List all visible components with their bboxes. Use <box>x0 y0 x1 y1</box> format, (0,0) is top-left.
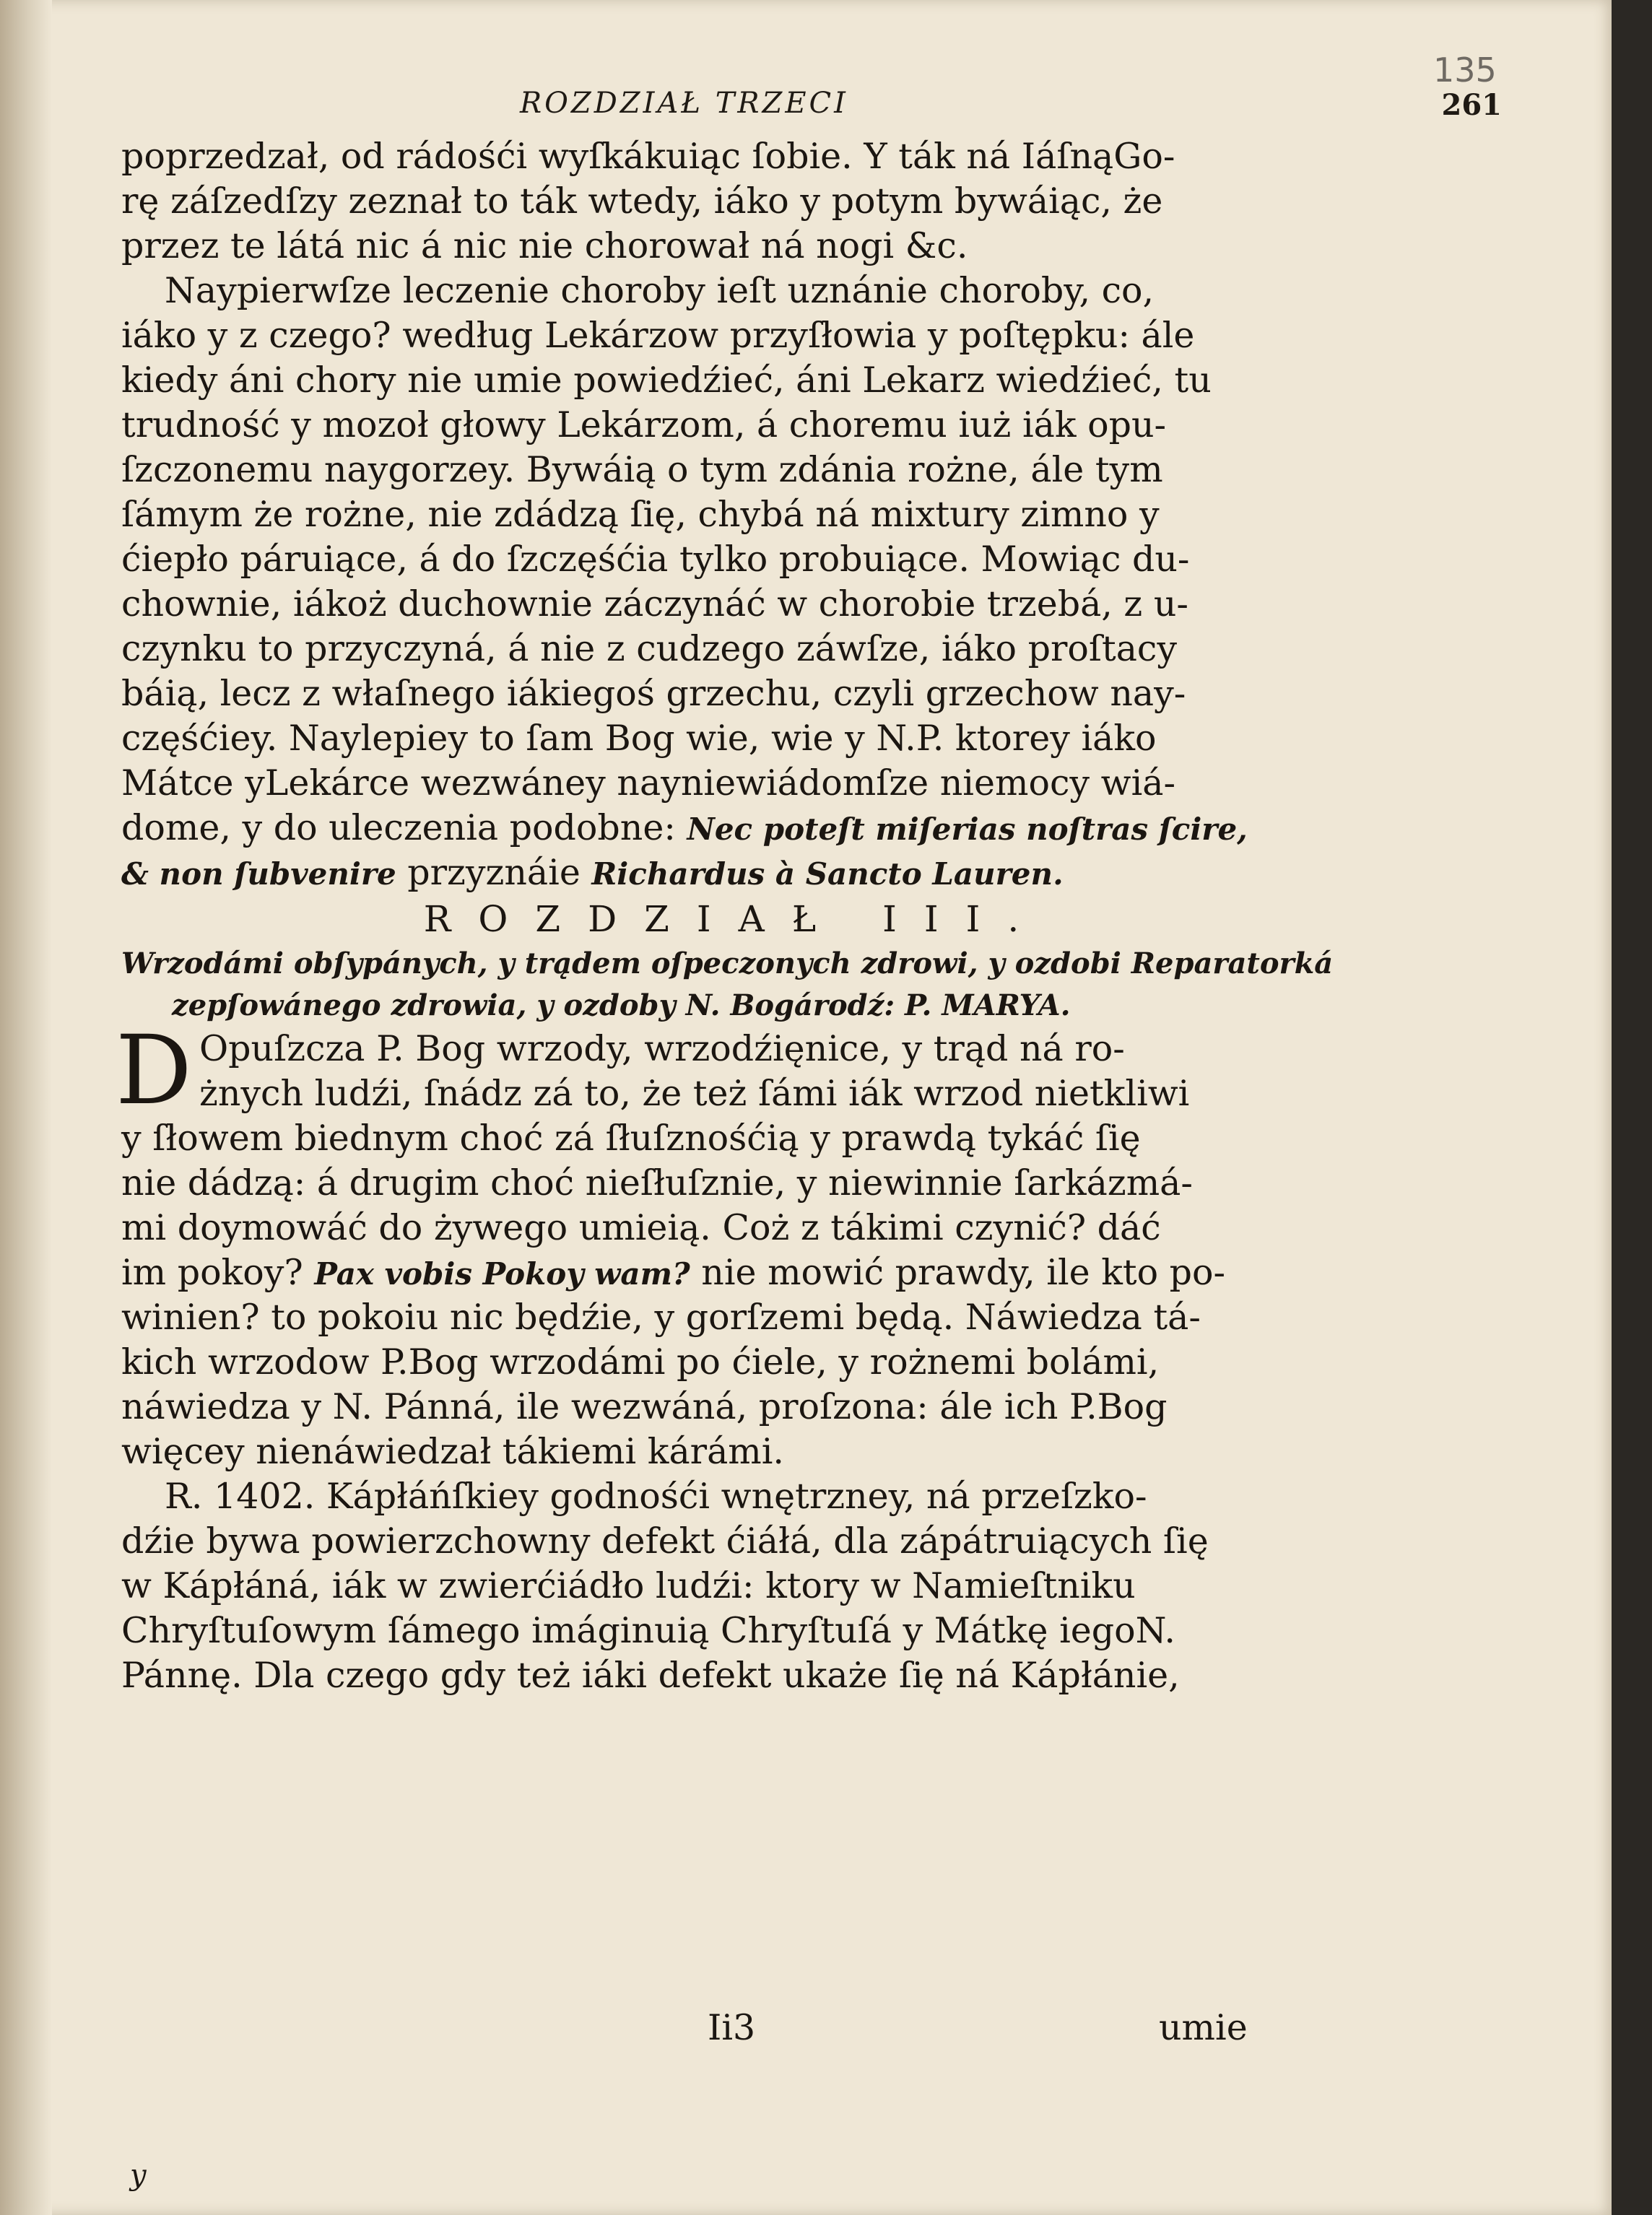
text-line: w Kápłáná, iák w zwierćiádło ludźi: ktory w Namieſtniku <box>121 1565 1136 1606</box>
text-line: y ſłowem biednym choć zá ſłuſznośćią y prawdą tykáć ſię <box>121 1118 1141 1159</box>
text-span: przyznáie <box>407 852 581 893</box>
text-line <box>121 850 1349 895</box>
text-line: Chryſtuſowym ſámego imáginuią Chryſtuſá y Mátkę iegoN. <box>121 1610 1175 1651</box>
text-line: ſámym że rożne, nie zdádzą ſię, chybá ná mixtury zimno y <box>121 494 1160 535</box>
margin-mark: y <box>130 2159 147 2192</box>
text-line: ſzczonemu naygorzey. Bywáią o tym zdánia rożne, ále tym <box>121 449 1163 490</box>
page-footer <box>116 2007 1343 2052</box>
latin-quote: Nec poteſt miſerias noſtras ſcire, <box>687 811 1248 847</box>
text-line: więcey nienáwiedzał tákiemi kárámi. <box>121 1431 785 1472</box>
text-line: Naypierwſze leczenie choroby ieſt uznánie choroby, co, <box>165 270 1155 311</box>
text-line: trudność y mozoł głowy Lekárzom, á choremu iuż iák opu- <box>121 404 1167 445</box>
text-line: winien? to pokoiu nic będźie, y gorſzemi będą. Náwiedza tá- <box>121 1297 1201 1338</box>
text-line: náwiedza y N. Pánná, ile wezwáná, proſzona: ále ich P.Bog <box>121 1386 1168 1427</box>
text-span: dome, y do uleczenia podobne: <box>121 807 676 848</box>
text-span: im pokoy? <box>121 1252 303 1293</box>
catchword: umie <box>1159 2007 1248 2048</box>
chapter-subtitle: zepſowánego zdrowia, y ozdoby N. Bogárodź: P. MARYA. <box>172 988 1071 1022</box>
text-span: nie mowić prawdy, ile kto po- <box>701 1252 1226 1293</box>
text-line: przez te látá nic á nic nie chorował ná nogi &c. <box>121 225 968 266</box>
text-line: czynku to przyczyná, á nie z cudzego záwſze, iáko proſtacy <box>121 628 1178 669</box>
text-line: nie dádzą: á drugim choć nieſłuſznie, y niewinnie ſarkázmá- <box>121 1162 1193 1204</box>
text-line: kiedy áni chory nie umie powiedźieć, áni Lekarz wiedźieć, tu <box>121 360 1212 401</box>
pencil-folio-note: 135 <box>1433 51 1497 90</box>
body-text <box>116 134 1349 1698</box>
text-line: Pánnę. Dla czego gdy też iáki defekt ukaże ſię ná Kápłánie, <box>121 1655 1180 1696</box>
text-line: częśćiey. Naylepiey to ſam Bog wie, wie y N.P. ktorey iáko <box>121 718 1157 759</box>
text-line: chownie, iákoż duchownie záczynáć w chorobie trzebá, z u- <box>121 583 1188 625</box>
text-line <box>121 1250 1349 1295</box>
text-line: kich wrzodow P.Bog wrzodámi po ćiele, y rożnemi bolámi, <box>121 1341 1160 1383</box>
chapter-subtitle: Wrzodámi obſypánych, y trądem oſpeczonych zdrowi, y ozdobi Reparatorká <box>121 947 1334 980</box>
author-citation: Richardus à Sancto Lauren. <box>591 856 1064 892</box>
page-gutter <box>0 0 52 2215</box>
text-line: R. 1402. Kápłáńſkiey godnośći wnętrzney, ná przeſzko- <box>165 1476 1147 1517</box>
chapter-heading: ROZDZIAŁ III. <box>423 898 1047 940</box>
text-line <box>121 806 1349 850</box>
background-edge <box>1612 0 1652 2215</box>
drop-cap: D <box>116 1015 192 1126</box>
text-line: żnych ludźi, ſnádz zá to, że też ſámi iák wrzod nietkliwi <box>199 1073 1190 1114</box>
page-number: 261 <box>1441 88 1502 122</box>
latin-quote: Pax vobis Pokoy wam? <box>314 1256 690 1292</box>
text-line: ćiepło páruiące, á do ſzczęśćia tylko probuiące. Mowiąc du- <box>121 539 1190 580</box>
text-line: báią, lecz z właſnego iákiegoś grzechu, czyli grzechow nay- <box>121 673 1186 714</box>
text-line: dźie bywa powierzchowny defekt ćiáłá, dla zápátruiących ſię <box>121 1520 1209 1562</box>
text-line: mi doymowáć do żywego umieią. Coż z tákimi czynić? dáć <box>121 1207 1161 1248</box>
text-line: Mátce yLekárce wezwáney nayniewiádomſze niemocy wiá- <box>121 762 1176 804</box>
signature-mark: Ii3 <box>708 2007 756 2048</box>
text-line: rę záſzedſzy zeznał to ták wtedy, iáko y potym bywáiąc, że <box>121 180 1163 222</box>
page-header <box>116 87 1509 130</box>
latin-quote: & non ſubvenire <box>121 856 396 892</box>
text-line: iáko y z czego? według Lekárzow przyſłowia y poſtępku: ále <box>121 315 1195 356</box>
text-line: poprzedzał, od rádośći wyſkákuiąc ſobie. Y ták ná IáſnąGo- <box>121 136 1175 177</box>
text-span: Opuſzcza P. Bog wrzody, wrzodźięnice, y trąd ná ro- <box>199 1028 1125 1069</box>
running-head: ROZDZIAŁ TRZECI <box>520 87 848 120</box>
